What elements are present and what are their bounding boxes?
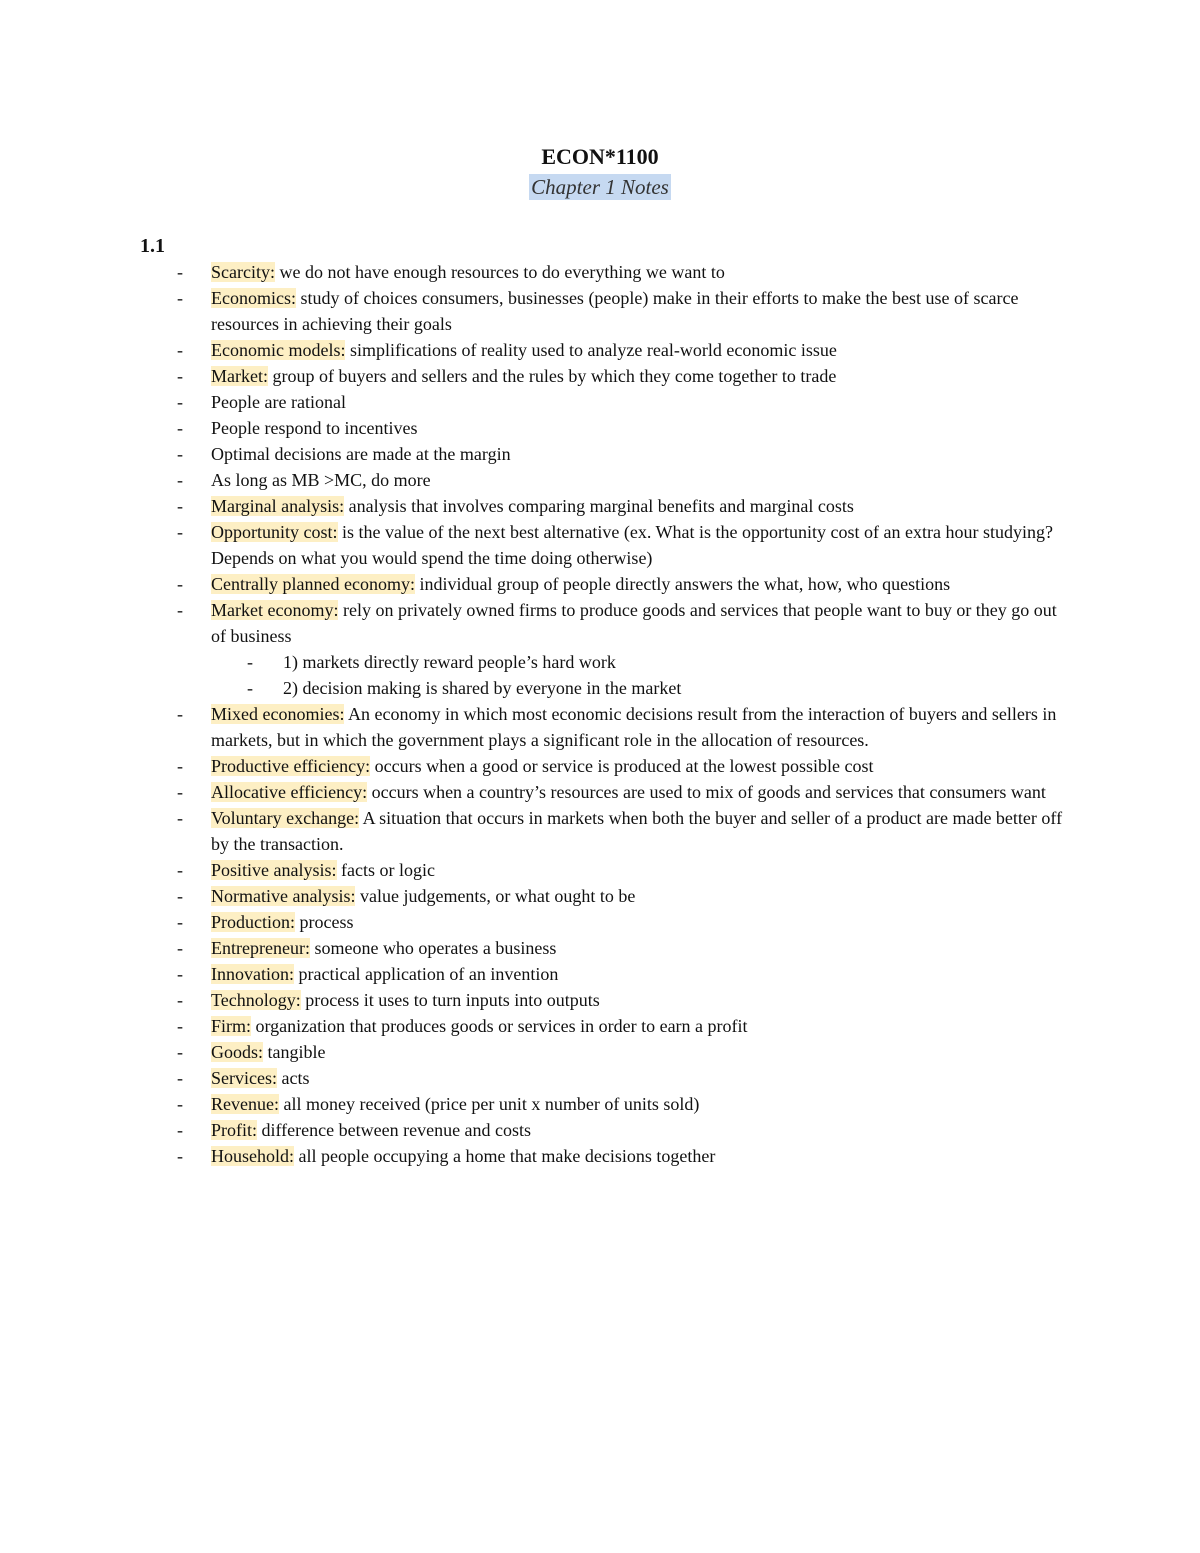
list-item: [0, 259, 1200, 285]
list-item: [0, 467, 1200, 493]
definition-text: individual group of people directly answers the what, how, who questions: [414, 574, 951, 594]
section-heading: 1.1: [140, 235, 165, 257]
definition-text: value judgements, or what ought to be: [355, 886, 636, 906]
list-item: [0, 1013, 1200, 1039]
bullet-dash: -: [177, 886, 183, 906]
bullet-dash: -: [177, 470, 183, 490]
list-item: [0, 519, 1200, 571]
bullet-dash: -: [177, 340, 183, 360]
definition-text: 2) decision making is shared by everyone in the market: [283, 678, 682, 698]
definition-text: occurs when a country’s resources are used to mix of goods and services that consumers want: [367, 782, 1046, 802]
bullet-dash: -: [247, 678, 253, 698]
bullet-dash: -: [177, 964, 183, 984]
definition-text: analysis that involves comparing marginal benefits and marginal costs: [344, 496, 854, 516]
bullet-dash: -: [177, 288, 183, 308]
bullet-dash: -: [177, 418, 183, 438]
list-item: [0, 1117, 1200, 1143]
definition-text: process: [295, 912, 354, 932]
highlighted-term: Voluntary exchange:: [211, 808, 360, 828]
definition-text: we do not have enough resources to do everything we want to: [274, 262, 725, 282]
list-item: [0, 935, 1200, 961]
bullet-dash: -: [177, 366, 183, 386]
definition-text: practical application of an invention: [294, 964, 559, 984]
definition-text: all money received (price per unit x number of units sold): [278, 1094, 700, 1114]
list-item: [0, 1143, 1200, 1169]
highlighted-term: Market economy:: [211, 600, 339, 620]
highlighted-term: Allocative efficiency:: [211, 782, 368, 802]
definition-text: facts or logic: [336, 860, 435, 880]
highlighted-term: Innovation:: [211, 964, 294, 984]
bullet-dash: -: [177, 756, 183, 776]
highlighted-term: Marginal analysis:: [211, 496, 345, 516]
definition-text: An economy in which most economic decisions result from the interaction of buyers and sellers in markets, but in which the government plays a significant role in the allocation of resources.: [211, 704, 1057, 750]
document-subtitle: Chapter 1 Notes: [531, 175, 669, 199]
bullet-dash: -: [177, 392, 183, 412]
definition-text: simplifications of reality used to analyze real-world economic issue: [345, 340, 837, 360]
bullet-dash: -: [177, 1068, 183, 1088]
definition-text: occurs when a good or service is produced at the lowest possible cost: [370, 756, 874, 776]
highlighted-term: Entrepreneur:: [211, 938, 310, 958]
definition-text: acts: [276, 1068, 310, 1088]
definition-text: A situation that occurs in markets when both the buyer and seller of a product are made better off by the transaction.: [211, 808, 1063, 854]
bullet-dash: -: [177, 990, 183, 1010]
list-item: [0, 363, 1200, 389]
definition-text: As long as MB >MC, do more: [211, 470, 431, 490]
list-item: [0, 701, 1200, 753]
bullet-dash: -: [177, 912, 183, 932]
definition-text: group of buyers and sellers and the rules by which they come together to trade: [267, 366, 837, 386]
list-item: [0, 987, 1200, 1013]
list-item: [0, 571, 1200, 597]
definition-text: organization that produces goods or services in order to earn a profit: [251, 1016, 748, 1036]
definition-text: all people occupying a home that make decisions together: [294, 1146, 716, 1166]
highlighted-term: Production:: [211, 912, 295, 932]
bullet-dash: -: [177, 860, 183, 880]
definition-text: People respond to incentives: [211, 418, 418, 438]
definition-text: Optimal decisions are made at the margin: [211, 444, 511, 464]
definition-text: 1) markets directly reward people’s hard work: [283, 652, 616, 672]
definition-text: rely on privately owned firms to produce goods and services that people want to buy or they go out of business: [211, 600, 1057, 646]
subtitle-container: [0, 174, 1200, 200]
highlighted-term: Normative analysis:: [211, 886, 356, 906]
bullet-dash: -: [177, 600, 183, 620]
list-item: [0, 493, 1200, 519]
highlighted-term: Revenue:: [211, 1094, 279, 1114]
definition-text: People are rational: [211, 392, 346, 412]
bullet-dash: -: [177, 782, 183, 802]
list-item: [0, 441, 1200, 467]
highlighted-term: Mixed economies:: [211, 704, 345, 724]
bullet-dash: -: [177, 938, 183, 958]
list-item: [0, 285, 1200, 337]
list-item: [0, 389, 1200, 415]
highlighted-term: Scarcity:: [211, 262, 275, 282]
highlighted-term: Technology:: [211, 990, 301, 1010]
list-item: [0, 883, 1200, 909]
list-item: [0, 1039, 1200, 1065]
bullet-dash: -: [177, 808, 183, 828]
list-item: [0, 1065, 1200, 1091]
highlighted-term: Profit:: [211, 1120, 258, 1140]
highlighted-term: Opportunity cost:: [211, 522, 338, 542]
highlighted-term: Economic models:: [211, 340, 346, 360]
list-item: [0, 805, 1200, 857]
highlighted-term: Centrally planned economy:: [211, 574, 415, 594]
list-item: [0, 961, 1200, 987]
bullet-dash: -: [177, 496, 183, 516]
definition-text: tangible: [263, 1042, 326, 1062]
highlighted-term: Household:: [211, 1146, 294, 1166]
notes-list: [0, 259, 1200, 1169]
list-item: [0, 337, 1200, 363]
list-item: [0, 779, 1200, 805]
list-item: [0, 1091, 1200, 1117]
list-item: [0, 415, 1200, 441]
definition-text: process it uses to turn inputs into outputs: [300, 990, 600, 1010]
bullet-dash: -: [177, 1016, 183, 1036]
bullet-dash: -: [177, 1042, 183, 1062]
bullet-dash: -: [247, 652, 253, 672]
bullet-dash: -: [177, 704, 183, 724]
definition-text: difference between revenue and costs: [257, 1120, 532, 1140]
definition-text: study of choices consumers, businesses (people) make in their efforts to make the best use of scarce resources in achieving their goals: [211, 288, 1019, 334]
highlighted-term: Firm:: [211, 1016, 252, 1036]
bullet-dash: -: [177, 574, 183, 594]
bullet-dash: -: [177, 262, 183, 282]
list-item: [0, 597, 1200, 649]
highlighted-term: Services:: [211, 1068, 277, 1088]
list-item: [0, 753, 1200, 779]
definition-text: is the value of the next best alternative (ex. What is the opportunity cost of an extra hour studying? Depends on what you would spend the time doing otherwise): [211, 522, 1053, 568]
highlighted-term: Goods:: [211, 1042, 264, 1062]
document-title: ECON*1100: [541, 144, 659, 169]
bullet-dash: -: [177, 1094, 183, 1114]
list-item: [0, 909, 1200, 935]
sub-list-item: [0, 649, 1200, 675]
bullet-dash: -: [177, 522, 183, 542]
highlighted-term: Productive efficiency:: [211, 756, 371, 776]
highlighted-term: Market:: [211, 366, 268, 386]
highlighted-term: Economics:: [211, 288, 296, 308]
bullet-dash: -: [177, 444, 183, 464]
bullet-dash: -: [177, 1146, 183, 1166]
highlighted-term: Positive analysis:: [211, 860, 337, 880]
list-item: [0, 857, 1200, 883]
definition-text: someone who operates a business: [309, 938, 557, 958]
sub-list-item: [0, 675, 1200, 701]
bullet-dash: -: [177, 1120, 183, 1140]
